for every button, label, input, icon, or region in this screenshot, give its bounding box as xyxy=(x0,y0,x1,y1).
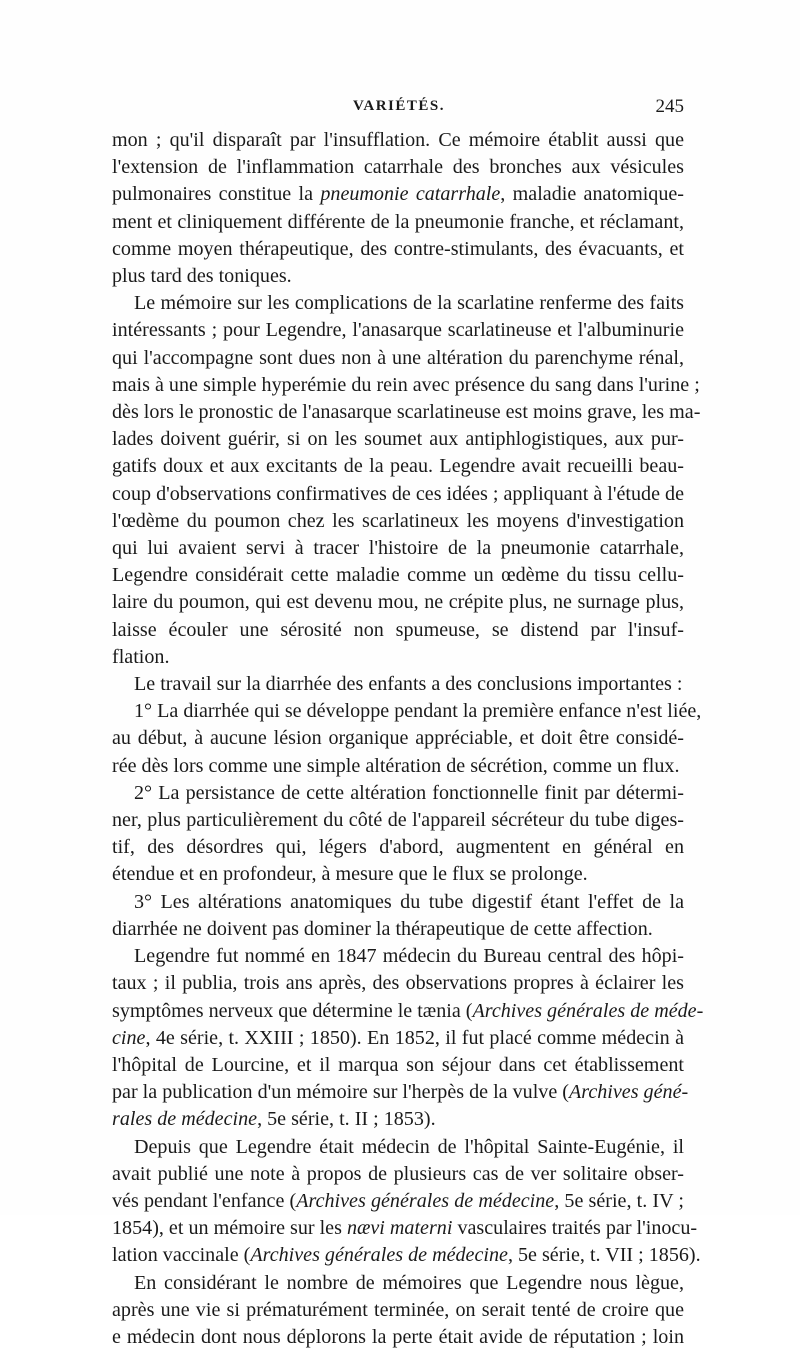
text-line: au début, à aucune lésion organique appréciable, et doit être considé- xyxy=(112,727,684,750)
paragraph xyxy=(112,1134,701,1270)
text-line: Le travail sur la diarrhée des enfants a des conclusions importantes : xyxy=(134,673,683,696)
text-line: e médecin dont nous déplorons la perte était avide de réputation ; loin xyxy=(112,1325,684,1348)
text-line: lation vaccinale (Archives générales de médecine, 5e série, t. VII ; 1856). xyxy=(112,1244,701,1267)
paragraph xyxy=(112,889,684,943)
paragraph xyxy=(112,127,684,290)
text-line: Le mémoire sur les complications de la scarlatine renferme des faits xyxy=(134,292,684,315)
text-line: rée dès lors comme une simple altération de sécrétion, comme un flux. xyxy=(112,754,680,777)
text-line: intéressants ; pour Legendre, l'anasarque scarlatineuse et l'albuminurie xyxy=(112,319,684,342)
text-line: laisse écouler une sérosité non spumeuse, se distend par l'insuf- xyxy=(112,618,684,641)
text-line: l'extension de l'inflammation catarrhale des bronches aux vésicules xyxy=(112,156,684,179)
text-line: 1° La diarrhée qui se développe pendant la première enfance n'est liée, xyxy=(134,700,702,723)
text-line: symptômes nerveux que détermine le tænia (Archives générales de méde- xyxy=(112,999,704,1022)
paragraph xyxy=(112,698,702,780)
text-line: Legendre fut nommé en 1847 médecin du Bureau central des hôpi- xyxy=(134,945,684,968)
text-line: pulmonaires constitue la pneumonie catarrhale, maladie anatomique- xyxy=(112,183,684,206)
text-line: cine, 4e série, t. XXIII ; 1850). En 1852, il fut placé comme médecin à xyxy=(112,1026,684,1049)
text-line: tif, des désordres qui, légers d'abord, augmentent en général en xyxy=(112,836,684,859)
paragraph xyxy=(112,780,684,889)
text-line: après une vie si prématurément terminée, on serait tenté de croire que xyxy=(112,1298,684,1321)
page-body xyxy=(112,127,704,1351)
text-line: qui l'accompagne sont dues non à une altération du parenchyme rénal, xyxy=(112,346,684,369)
text-line: dès lors le pronostic de l'anasarque scarlatineuse est moins grave, les ma- xyxy=(112,401,701,424)
text-line: par la publication d'un mémoire sur l'herpès de la vulve (Archives géné- xyxy=(112,1081,689,1104)
text-line: Depuis que Legendre était médecin de l'hôpital Sainte-Eugénie, il xyxy=(134,1135,684,1158)
text-line: 3° Les altérations anatomiques du tube digestif étant l'effet de la xyxy=(134,890,684,913)
paragraph xyxy=(112,1270,684,1351)
text-line: Legendre considérait cette maladie comme un œdème du tissu cellu- xyxy=(112,564,684,587)
paragraph xyxy=(112,943,704,1133)
text-line: comme moyen thérapeutique, des contre-stimulants, des évacuants, et xyxy=(112,237,684,260)
text-line: diarrhée ne doivent pas dominer la thérapeutique de cette affection. xyxy=(112,917,653,940)
paragraph xyxy=(112,290,701,671)
text-line: taux ; il publia, trois ans après, des observations propres à éclairer les xyxy=(112,972,684,995)
text-line: rales de médecine, 5e série, t. II ; 1853). xyxy=(112,1108,436,1131)
text-line: coup d'observations confirmatives de ces idées ; appliquant à l'étude de xyxy=(112,482,684,505)
text-line: 1854), et un mémoire sur les nævi materni vasculaires traités par l'inocu- xyxy=(112,1217,698,1240)
text-line: avait publié une note à propos de plusieurs cas de ver solitaire obser- xyxy=(112,1162,684,1185)
text-line: mais à une simple hyperémie du rein avec présence du sang dans l'urine ; xyxy=(112,373,700,396)
text-line: ment et cliniquement différente de la pneumonie franche, et réclamant, xyxy=(112,210,684,233)
text-line: l'œdème du poumon chez les scarlatineux les moyens d'investigation xyxy=(112,509,684,532)
text-line: gatifs doux et aux excitants de la peau. Legendre avait recueilli beau- xyxy=(112,455,684,478)
text-line: plus tard des toniques. xyxy=(112,265,292,288)
running-title: VARIÉTÉS. xyxy=(352,98,445,114)
text-line: 2° La persistance de cette altération fonctionnelle finit par détermi- xyxy=(134,781,684,804)
text-line: mon ; qu'il disparaît par l'insufflation. Ce mémoire établit aussi que xyxy=(112,129,684,151)
page-number: 245 xyxy=(655,96,684,117)
text-line: laire du poumon, qui est devenu mou, ne crépite plus, ne surnage plus, xyxy=(112,591,684,614)
text-line: En considérant le nombre de mémoires que Legendre nous lègue, xyxy=(134,1271,684,1294)
text-line: qui lui avaient servi à tracer l'histoire de la pneumonie catarrhale, xyxy=(112,537,684,560)
text-line: l'hôpital de Lourcine, et il marqua son séjour dans cet établissement xyxy=(112,1053,684,1076)
paragraph xyxy=(112,671,684,698)
text-line: flation. xyxy=(112,645,170,668)
text-line: vés pendant l'enfance (Archives générales de médecine, 5e série, t. IV ; xyxy=(112,1189,684,1212)
text-line: étendue et en profondeur, à mesure que le flux se prolonge. xyxy=(112,863,588,886)
text-line: lades doivent guérir, si on les soumet aux antiphlogistiques, aux pur- xyxy=(112,428,684,451)
page-header xyxy=(112,98,686,122)
text-line: ner, plus particulièrement du côté de l'appareil sécréteur du tube diges- xyxy=(112,809,684,832)
